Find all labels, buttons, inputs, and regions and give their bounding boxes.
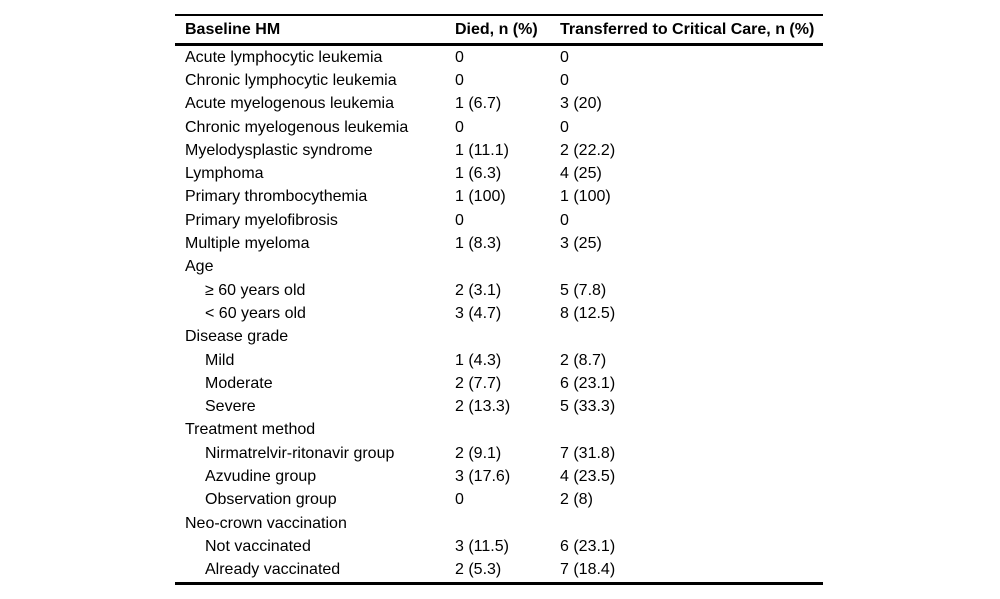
table-row-sub [175, 349, 823, 372]
died-cell: 2 (13.3) [455, 398, 511, 416]
table-row [175, 232, 823, 255]
critical-care-cell: 6 (23.1) [560, 374, 616, 392]
critical-care-cell: 5 (7.8) [560, 281, 607, 299]
died-cell [445, 256, 550, 279]
died-cell: 2 (9.1) [455, 444, 502, 462]
row-label: Lymphoma [185, 165, 264, 183]
row-label: Primary thrombocythemia [185, 188, 368, 206]
died-cell: 1 (8.3) [455, 235, 502, 253]
died-cell [445, 419, 550, 442]
row-label: Acute myelogenous leukemia [185, 95, 395, 113]
critical-care-cell: 0 [560, 48, 569, 66]
row-label: < 60 years old [205, 304, 306, 322]
died-cell: 1 (6.7) [455, 95, 502, 113]
row-label: Nirmatrelvir-ritonavir group [205, 444, 395, 462]
row-label: Azvudine group [205, 467, 317, 485]
row-label: Moderate [205, 374, 273, 392]
row-label: Neo-crown vaccination [185, 514, 347, 532]
critical-care-cell: 4 (23.5) [560, 467, 616, 485]
died-cell: 3 (17.6) [455, 467, 511, 485]
died-cell [445, 326, 550, 349]
table-row-sub [175, 372, 823, 395]
column-header-baseline-hm: Baseline HM [175, 15, 445, 45]
table-row [175, 326, 823, 349]
column-header-critical-care: Transferred to Critical Care, n (%) [550, 15, 823, 45]
column-header-died: Died, n (%) [445, 15, 550, 45]
row-label: Not vaccinated [205, 537, 311, 555]
table-row [175, 512, 823, 535]
table-row-sub [175, 395, 823, 418]
table-row-sub [175, 535, 823, 558]
died-cell: 3 (4.7) [455, 304, 502, 322]
table-row [175, 69, 823, 92]
table-row [175, 116, 823, 139]
table-row-sub [175, 465, 823, 488]
row-label: Treatment method [185, 421, 316, 439]
row-label: Already vaccinated [205, 561, 341, 579]
critical-care-cell: 7 (31.8) [560, 444, 616, 462]
critical-care-cell [550, 256, 823, 279]
died-cell: 0 [455, 71, 464, 89]
critical-care-cell: 6 (23.1) [560, 537, 616, 555]
row-label: Myelodysplastic syndrome [185, 141, 373, 159]
table-row [175, 186, 823, 209]
critical-care-cell: 3 (20) [560, 95, 602, 113]
row-label: Observation group [205, 491, 337, 509]
died-cell: 0 [455, 211, 464, 229]
row-label: Severe [205, 398, 256, 416]
row-label: Primary myelofibrosis [185, 211, 338, 229]
row-label: Chronic lymphocytic leukemia [185, 71, 397, 89]
critical-care-cell: 1 (100) [560, 188, 611, 206]
critical-care-cell: 0 [560, 118, 569, 136]
critical-care-cell: 0 [560, 71, 569, 89]
table-body [175, 45, 823, 584]
table-row [175, 419, 823, 442]
row-label: Chronic myelogenous leukemia [185, 118, 409, 136]
critical-care-cell: 3 (25) [560, 235, 602, 253]
row-label: Age [185, 258, 214, 276]
row-label: ≥ 60 years old [205, 281, 306, 299]
table-row-sub [175, 279, 823, 302]
table-row [175, 209, 823, 232]
baseline-hm-table [175, 14, 823, 585]
table-row [175, 93, 823, 116]
died-cell: 2 (7.7) [455, 374, 502, 392]
died-cell: 2 (3.1) [455, 281, 502, 299]
died-cell: 2 (5.3) [455, 561, 502, 579]
table-row [175, 139, 823, 162]
died-cell: 1 (11.1) [455, 141, 509, 159]
died-cell: 1 (4.3) [455, 351, 502, 369]
critical-care-cell: 0 [560, 211, 569, 229]
row-label: Multiple myeloma [185, 235, 310, 253]
died-cell: 0 [455, 48, 464, 66]
table-row [175, 162, 823, 185]
critical-care-cell: 5 (33.3) [560, 398, 616, 416]
died-cell: 3 (11.5) [455, 537, 509, 555]
died-cell: 0 [455, 118, 464, 136]
critical-care-cell: 8 (12.5) [560, 304, 616, 322]
critical-care-cell: 2 (8) [560, 491, 593, 509]
table-row-sub [175, 442, 823, 465]
table-row-sub [175, 489, 823, 512]
critical-care-cell: 4 (25) [560, 165, 602, 183]
died-cell: 1 (100) [455, 188, 506, 206]
died-cell: 1 (6.3) [455, 165, 502, 183]
critical-care-cell [550, 512, 823, 535]
died-cell [445, 512, 550, 535]
critical-care-cell: 7 (18.4) [560, 561, 616, 579]
row-label: Disease grade [185, 328, 289, 346]
died-cell: 0 [455, 491, 464, 509]
critical-care-cell [550, 326, 823, 349]
row-label: Mild [205, 351, 235, 369]
critical-care-cell: 2 (22.2) [560, 141, 616, 159]
header-row [175, 15, 823, 45]
table-row [175, 45, 823, 70]
table-row-sub [175, 559, 823, 584]
critical-care-cell: 2 (8.7) [560, 351, 607, 369]
table-row-sub [175, 302, 823, 325]
row-label: Acute lymphocytic leukemia [185, 48, 383, 66]
critical-care-cell [550, 419, 823, 442]
table-row [175, 256, 823, 279]
